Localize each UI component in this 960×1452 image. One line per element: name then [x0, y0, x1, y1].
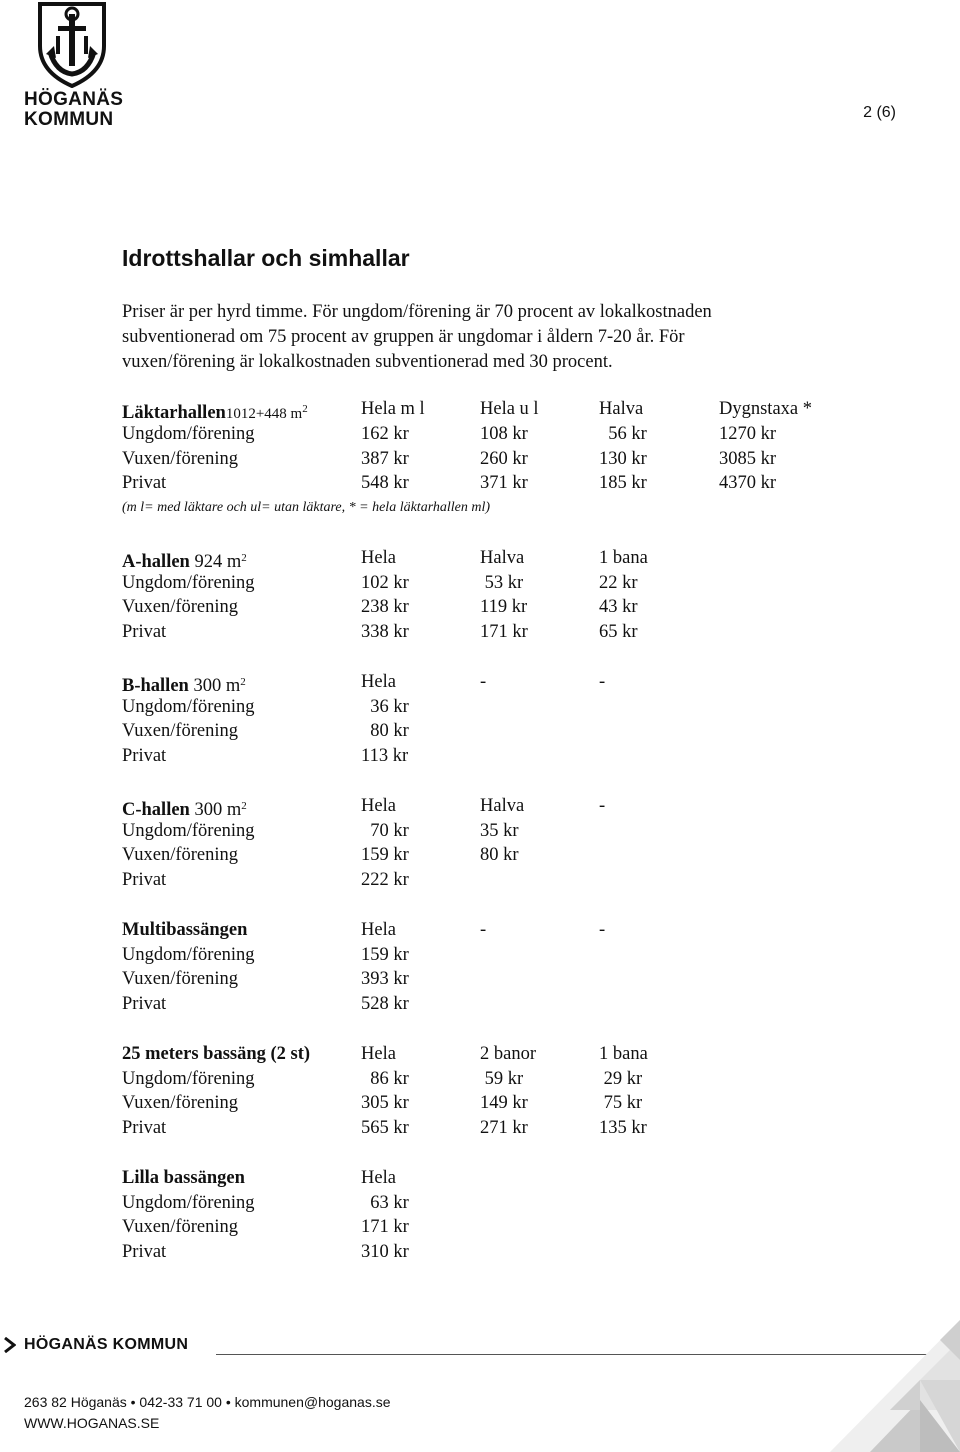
price-cell: 70 kr — [361, 820, 409, 841]
footer-pattern-graphic — [810, 1320, 960, 1452]
footer-contact — [24, 1392, 391, 1434]
table-row — [122, 1215, 842, 1240]
facility-title — [122, 1042, 310, 1067]
price-cell: 565 kr — [361, 1118, 409, 1139]
table-row — [122, 744, 842, 769]
price-table-b-hallen — [122, 670, 842, 769]
footer-address: 263 82 Höganäs • 042-33 71 00 • kommunen@hoganas.se — [24, 1394, 391, 1410]
price-cell: 22 kr — [599, 572, 638, 593]
table-row — [122, 719, 842, 744]
price-cell: 185 kr — [599, 473, 647, 494]
row-label: Privat — [122, 473, 167, 494]
table-row — [122, 1191, 842, 1216]
table-row — [122, 1116, 842, 1141]
price-cell: 36 kr — [361, 696, 409, 717]
price-cell: 4370 kr — [719, 473, 777, 494]
price-cell: 171 kr — [361, 1217, 409, 1238]
row-label: Vuxen/förening — [122, 845, 239, 866]
row-label: Privat — [122, 994, 167, 1015]
price-cell: 65 kr — [599, 622, 638, 643]
table-row — [122, 992, 842, 1017]
price-cell: 80 kr — [361, 721, 409, 742]
row-label: Vuxen/förening — [122, 1093, 239, 1114]
table-row — [122, 819, 842, 844]
facility-title — [122, 1166, 245, 1191]
column-header: Halva — [599, 399, 644, 419]
price-cell: 162 kr — [361, 423, 409, 444]
area-unit-superscript: 2 — [302, 403, 308, 415]
price-cell: 238 kr — [361, 597, 409, 618]
price-cell: 3085 kr — [719, 448, 777, 469]
price-cell: 222 kr — [361, 870, 409, 891]
intro-line: subventionerad om 75 procent av gruppen är ungdomar i åldern 7-20 år. För — [122, 326, 685, 347]
price-cell: 159 kr — [361, 944, 409, 965]
table-note: (m l= med läktare och ul= utan läktare, * = hela läktarhallen ml) — [122, 500, 491, 516]
table-header-row — [122, 1166, 842, 1191]
facility-area: 1012+448 m — [225, 406, 303, 422]
column-header: Hela — [361, 919, 396, 940]
price-cell: 102 kr — [361, 572, 409, 593]
price-cell: 29 kr — [599, 1068, 643, 1089]
price-cell: 53 kr — [480, 572, 524, 593]
price-cell: 113 kr — [361, 746, 409, 767]
column-header: - — [599, 919, 606, 940]
price-cell: 130 kr — [599, 448, 647, 469]
price-cell: 528 kr — [361, 994, 409, 1015]
intro-line: Priser är per hyrd timme. För ungdom/förening är 70 procent av lokalkostnaden — [122, 302, 712, 322]
price-cell: 35 kr — [480, 820, 519, 841]
table-row — [122, 422, 842, 447]
row-label: Ungdom/förening — [122, 696, 255, 717]
price-tables — [122, 397, 842, 1290]
column-header: Dygnstaxa * — [719, 399, 812, 419]
table-row — [122, 967, 842, 992]
page-footer — [0, 1320, 960, 1452]
facility-area: 924 m — [189, 551, 242, 572]
price-cell: 260 kr — [480, 448, 528, 469]
area-unit-superscript: 2 — [241, 799, 247, 812]
table-row — [122, 695, 842, 720]
page-number: 2 (6) — [863, 104, 896, 121]
facility-title — [122, 918, 247, 943]
area-unit-superscript: 2 — [240, 675, 246, 688]
price-cell: 56 kr — [599, 423, 647, 444]
row-label: Vuxen/förening — [122, 448, 239, 469]
table-row — [122, 843, 842, 868]
row-label: Privat — [122, 870, 167, 891]
footer-brand: HÖGANÄS KOMMUN — [24, 1336, 189, 1353]
column-header: Halva — [480, 795, 525, 816]
price-cell: 548 kr — [361, 473, 409, 494]
column-header: - — [599, 795, 606, 816]
footer-website: WWW.HOGANAS.SE — [24, 1415, 160, 1431]
price-cell: 80 kr — [480, 845, 519, 866]
price-cell: 271 kr — [480, 1118, 528, 1139]
logo-wordmark — [24, 90, 134, 130]
price-cell: 371 kr — [480, 473, 528, 494]
price-cell: 59 kr — [480, 1068, 524, 1089]
facility-area: 300 m — [188, 675, 241, 696]
table-header-row — [122, 546, 842, 571]
facility-name: Multibassängen — [122, 919, 248, 940]
table-row — [122, 447, 842, 472]
price-cell: 108 kr — [480, 423, 528, 444]
table-row — [122, 1067, 842, 1092]
column-header: 1 bana — [599, 547, 648, 568]
row-label: Ungdom/förening — [122, 1192, 255, 1213]
facility-name: B-hallen — [122, 675, 189, 696]
facility-area: 300 m — [189, 799, 242, 820]
table-row — [122, 595, 842, 620]
column-header: Hela — [361, 1043, 396, 1064]
table-row — [122, 943, 842, 968]
price-cell: 1270 kr — [719, 423, 777, 444]
facility-name: Läktarhallen — [122, 403, 226, 423]
price-cell: 387 kr — [361, 448, 409, 469]
column-header: 1 bana — [599, 1043, 648, 1064]
price-cell: 305 kr — [361, 1093, 409, 1114]
row-label: Ungdom/förening — [122, 1068, 255, 1089]
row-label: Privat — [122, 1118, 167, 1139]
table-row — [122, 471, 842, 496]
column-header: Hela m l — [361, 399, 425, 419]
row-label: Privat — [122, 746, 167, 767]
anchor-crest-icon — [36, 0, 108, 88]
table-row — [122, 620, 842, 645]
price-cell: 135 kr — [599, 1118, 647, 1139]
row-label: Vuxen/förening — [122, 1217, 239, 1238]
price-table-laktarhallen — [122, 397, 842, 521]
column-header: - — [599, 671, 606, 692]
price-cell: 171 kr — [480, 622, 528, 643]
table-row — [122, 1091, 842, 1116]
column-header: Hela — [361, 1167, 396, 1188]
table-header-row — [122, 1042, 842, 1067]
column-header: Hela — [361, 795, 396, 816]
column-header: Halva — [480, 547, 525, 568]
table-header-row — [122, 794, 842, 819]
row-label: Privat — [122, 622, 167, 643]
table-row — [122, 571, 842, 596]
row-label: Ungdom/förening — [122, 423, 255, 444]
price-cell: 149 kr — [480, 1093, 528, 1114]
row-label: Ungdom/förening — [122, 820, 255, 841]
logo-line-2: KOMMUN — [24, 109, 114, 130]
price-cell: 63 kr — [361, 1192, 409, 1213]
table-header-row — [122, 670, 842, 695]
price-table-c-hallen — [122, 794, 842, 893]
column-header: Hela u l — [480, 399, 539, 419]
price-cell: 159 kr — [361, 845, 409, 866]
price-table-lilla-bassangen — [122, 1166, 842, 1265]
row-label: Privat — [122, 1242, 167, 1263]
facility-name: Lilla bassängen — [122, 1167, 245, 1188]
column-header: 2 banor — [480, 1043, 536, 1064]
facility-name: A-hallen — [122, 551, 190, 572]
price-cell: 86 kr — [361, 1068, 409, 1089]
price-table-a-hallen — [122, 546, 842, 645]
row-label: Vuxen/förening — [122, 969, 239, 990]
price-cell: 75 kr — [599, 1093, 643, 1114]
row-label: Vuxen/förening — [122, 721, 239, 742]
page-title: Idrottshallar och simhallar — [122, 245, 410, 271]
municipality-logo — [20, 0, 124, 128]
price-cell: 338 kr — [361, 622, 409, 643]
intro-line: vuxen/förening är lokalkostnaden subventionerad med 30 procent. — [122, 351, 613, 372]
facility-name: 25 meters bassäng (2 st) — [122, 1043, 311, 1064]
column-header: Hela — [361, 547, 396, 568]
price-cell: 393 kr — [361, 969, 409, 990]
table-header-row — [122, 918, 842, 943]
price-cell: 119 kr — [480, 597, 528, 618]
column-header: - — [480, 671, 487, 692]
chevron-right-icon — [4, 1337, 16, 1353]
row-label: Ungdom/förening — [122, 572, 255, 593]
row-label: Vuxen/förening — [122, 597, 239, 618]
price-cell: 43 kr — [599, 597, 638, 618]
column-header: Hela — [361, 671, 396, 692]
price-table-multibassangen — [122, 918, 842, 1017]
intro-paragraph — [122, 300, 842, 374]
table-header-row — [122, 397, 842, 422]
column-header: - — [480, 919, 487, 940]
price-cell: 310 kr — [361, 1242, 409, 1263]
table-row — [122, 868, 842, 893]
row-label: Ungdom/förening — [122, 944, 255, 965]
facility-name: C-hallen — [122, 799, 190, 820]
table-row — [122, 1240, 842, 1265]
logo-line-1: HÖGANÄS — [24, 89, 124, 110]
area-unit-superscript: 2 — [241, 551, 247, 564]
price-table-25-meters-bassang-2-st — [122, 1042, 842, 1141]
